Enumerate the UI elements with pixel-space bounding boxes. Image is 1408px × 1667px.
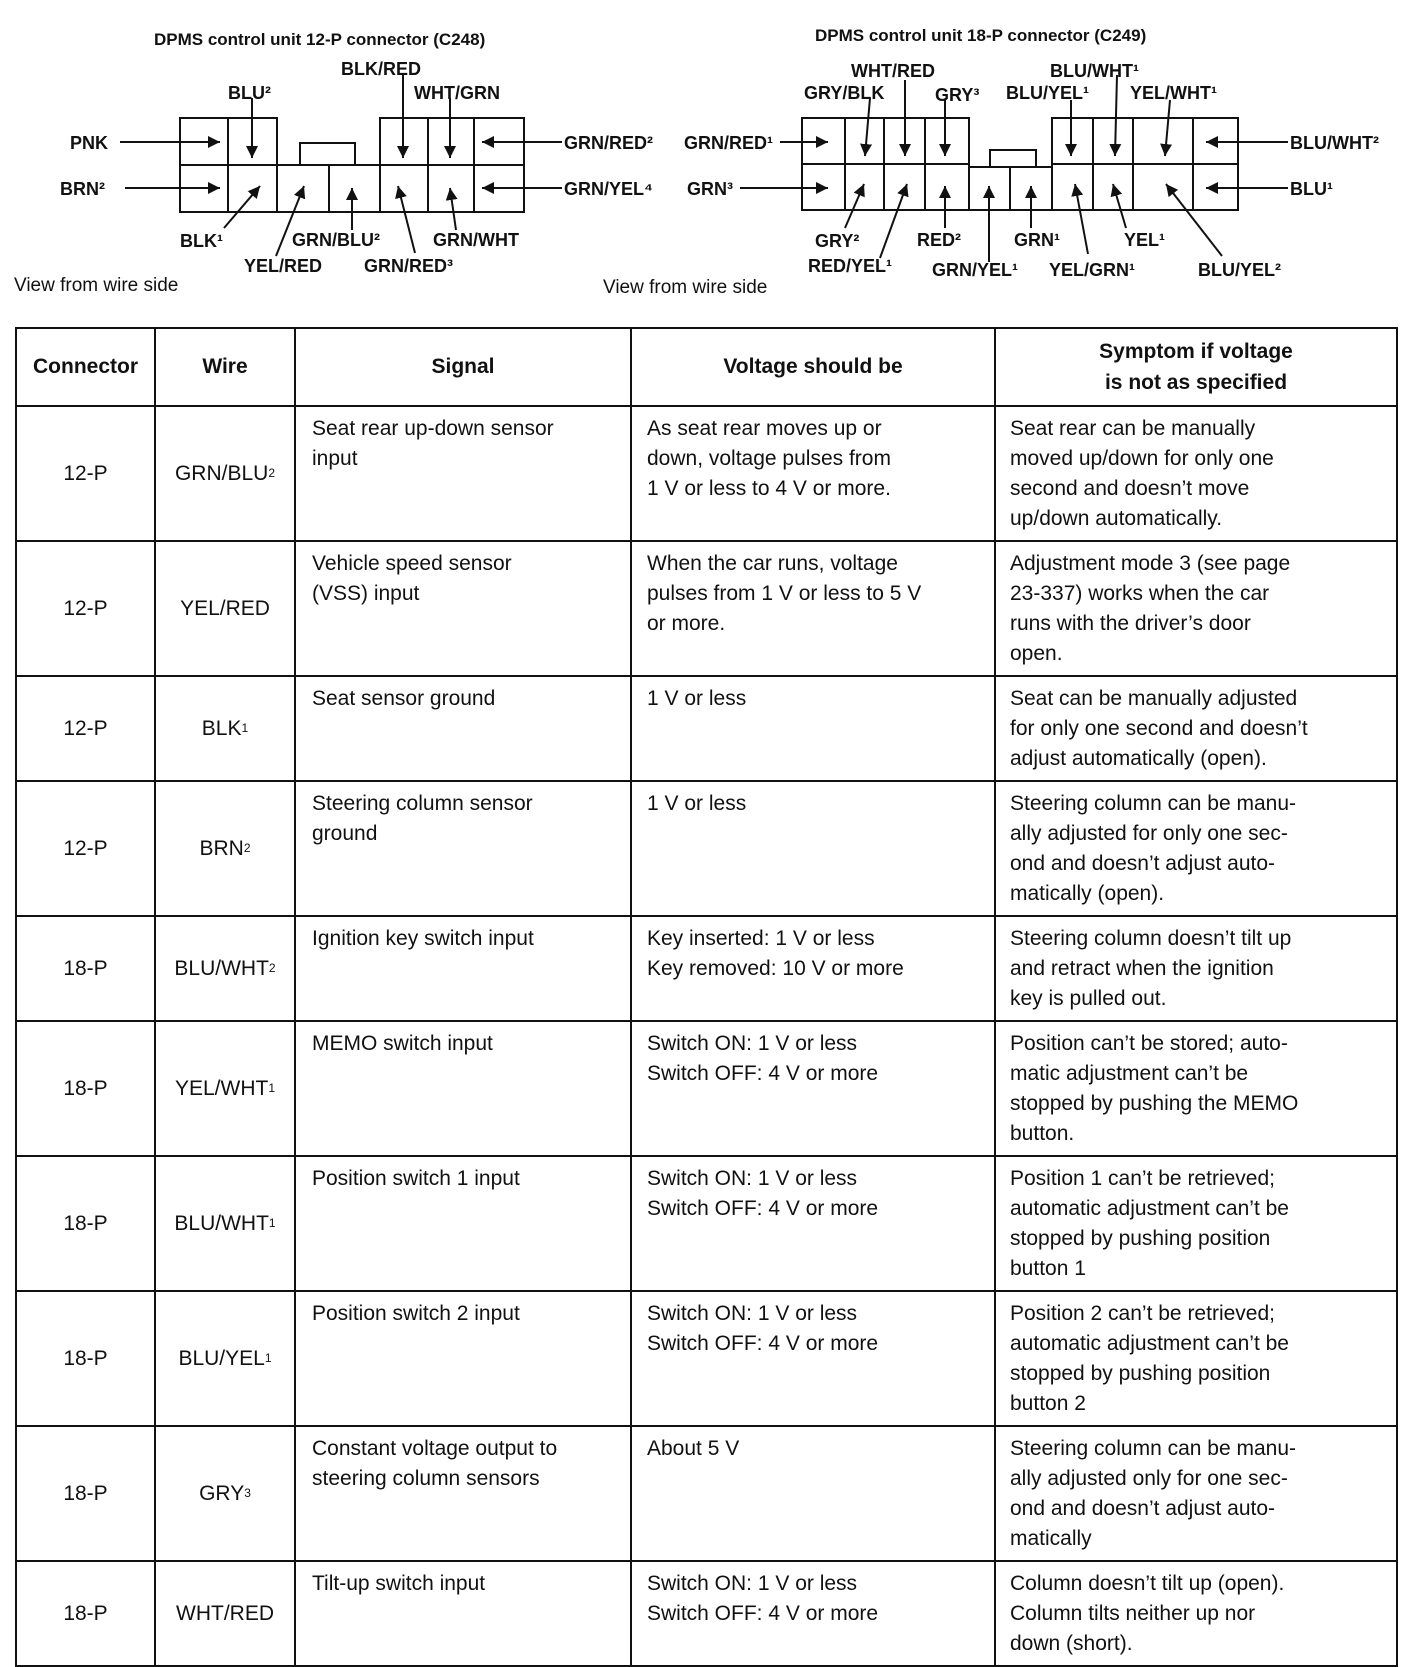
voltage-cell: Key inserted: 1 V or less Key removed: 10 V or more bbox=[631, 916, 995, 1021]
symptom-cell: Position 2 can’t be retrieved; automatic adjustment can’t be stopped by pushing position button 2 bbox=[995, 1291, 1397, 1426]
wire-label-brn2: BRN² bbox=[60, 179, 105, 199]
connector-cell: 12-P bbox=[16, 541, 155, 676]
table-row bbox=[16, 1156, 1397, 1291]
wire-cell bbox=[155, 1156, 295, 1291]
wire-label-red2: RED² bbox=[917, 230, 961, 250]
connector-cell: 18-P bbox=[16, 1021, 155, 1156]
wire-label-grn-yel1: GRN/YEL¹ bbox=[932, 260, 1019, 280]
wire-name: BLU/WHT bbox=[174, 1211, 269, 1235]
wire-name: BLU/YEL bbox=[178, 1346, 265, 1370]
wire-cell bbox=[155, 1021, 295, 1156]
symptom-cell: Adjustment mode 3 (see page 23-337) works when the car runs with the driver’s door open. bbox=[995, 541, 1397, 676]
c249-title: DPMS control unit 18-P connector (C249) bbox=[815, 26, 1147, 45]
table-header-row bbox=[16, 328, 1397, 406]
table-row bbox=[16, 781, 1397, 916]
wire-name: BRN bbox=[199, 836, 244, 860]
wire-label-gry3: GRY³ bbox=[935, 85, 980, 105]
wire-label-yel1: YEL¹ bbox=[1124, 230, 1166, 250]
voltage-cell: As seat rear moves up or down, voltage pulses from 1 V or less to 4 V or more. bbox=[631, 406, 995, 541]
wire-label-wht-red: WHT/RED bbox=[851, 61, 935, 81]
wire-cell bbox=[155, 781, 295, 916]
connector-cell: 12-P bbox=[16, 676, 155, 781]
wire-name: YEL/RED bbox=[180, 596, 270, 620]
connector-c248 bbox=[14, 30, 653, 296]
wire-label-blu2: BLU² bbox=[228, 83, 271, 103]
wire-label-grn3: GRN³ bbox=[687, 179, 733, 199]
wire-label-blu-yel2: BLU/YEL² bbox=[1198, 260, 1281, 280]
symptom-cell: Steering column can be manu- ally adjusted only for one sec- ond and doesn’t adjust auto- matically bbox=[995, 1426, 1397, 1561]
signal-cell: MEMO switch input bbox=[295, 1021, 631, 1156]
wire-cell bbox=[155, 1291, 295, 1426]
wire-cell bbox=[155, 406, 295, 541]
wire-label-blk-red: BLK/RED bbox=[341, 59, 421, 79]
signal-cell: Seat sensor ground bbox=[295, 676, 631, 781]
symptom-cell: Steering column can be manu- ally adjusted for only one sec- ond and doesn’t adjust auto- matically (open). bbox=[995, 781, 1397, 916]
wire-label-grn-red3: GRN/RED³ bbox=[364, 256, 453, 276]
wire-name: WHT/RED bbox=[176, 1601, 274, 1625]
wire-footnote: 1 bbox=[264, 1350, 272, 1365]
wire-footnote: 3 bbox=[244, 1485, 251, 1500]
signal-cell: Position switch 1 input bbox=[295, 1156, 631, 1291]
table-row bbox=[16, 916, 1397, 1021]
wire-cell bbox=[155, 676, 295, 781]
voltage-cell: Switch ON: 1 V or less Switch OFF: 4 V or more bbox=[631, 1021, 995, 1156]
wire-label-pnk: PNK bbox=[70, 133, 109, 153]
signal-cell: Constant voltage output to steering column sensors bbox=[295, 1426, 631, 1561]
wire-label-yel-wht1: YEL/WHT¹ bbox=[1130, 83, 1217, 103]
wire-cell bbox=[155, 1561, 295, 1666]
connector-cell: 18-P bbox=[16, 1156, 155, 1291]
wire-label-blu-yel1: BLU/YEL¹ bbox=[1006, 83, 1089, 103]
connector-cell: 18-P bbox=[16, 1291, 155, 1426]
signal-cell: Steering column sensor ground bbox=[295, 781, 631, 916]
voltage-spec-table bbox=[15, 327, 1398, 1667]
table-row bbox=[16, 1561, 1397, 1666]
wire-label-blu1: BLU¹ bbox=[1290, 179, 1333, 199]
symptom-cell: Steering column doesn’t tilt up and retract when the ignition key is pulled out. bbox=[995, 916, 1397, 1021]
signal-cell: Ignition key switch input bbox=[295, 916, 631, 1021]
voltage-cell: Switch ON: 1 V or less Switch OFF: 4 V or more bbox=[631, 1156, 995, 1291]
connector-diagram bbox=[0, 0, 1408, 320]
wire-name: BLU/WHT bbox=[174, 956, 269, 980]
wire-cell bbox=[155, 541, 295, 676]
wire-label-grn-red2: GRN/RED² bbox=[564, 133, 653, 153]
table-row bbox=[16, 1291, 1397, 1426]
wire-label-yel-grn1: YEL/GRN¹ bbox=[1049, 260, 1136, 280]
c249-view-note: View from wire side bbox=[603, 277, 768, 298]
wire-label-gry2: GRY² bbox=[815, 231, 860, 251]
table-row bbox=[16, 541, 1397, 676]
wire-label-blu-wht1: BLU/WHT¹ bbox=[1050, 61, 1139, 81]
signal-cell: Position switch 2 input bbox=[295, 1291, 631, 1426]
symptom-cell: Seat can be manually adjusted for only one second and doesn’t adjust automatically (open). bbox=[995, 676, 1397, 781]
signal-cell: Seat rear up-down sensor input bbox=[295, 406, 631, 541]
wire-footnote: 1 bbox=[268, 1215, 276, 1230]
wire-label-grn-yel4: GRN/YEL⁴ bbox=[564, 179, 653, 199]
wire-label-grn-blu2: GRN/BLU² bbox=[292, 230, 380, 250]
table-row bbox=[16, 676, 1397, 781]
wire-label-grn-red1: GRN/RED¹ bbox=[684, 133, 773, 153]
wire-footnote: 1 bbox=[268, 1080, 276, 1095]
wire-label-grn-wht: GRN/WHT bbox=[433, 230, 519, 250]
wire-name: GRY bbox=[199, 1481, 245, 1505]
header-connector: Connector bbox=[16, 328, 155, 406]
symptom-cell: Seat rear can be manually moved up/down for only one second and doesn’t move up/down automatically. bbox=[995, 406, 1397, 541]
connector-c249 bbox=[603, 26, 1379, 298]
voltage-cell: Switch ON: 1 V or less Switch OFF: 4 V or more bbox=[631, 1561, 995, 1666]
wire-label-red-yel1: RED/YEL¹ bbox=[808, 256, 893, 276]
header-signal: Signal bbox=[295, 328, 631, 406]
wire-footnote: 2 bbox=[243, 840, 251, 855]
wire-label-wht-grn: WHT/GRN bbox=[414, 83, 500, 103]
table-row bbox=[16, 1426, 1397, 1561]
wire-label-gry-blk: GRY/BLK bbox=[804, 83, 885, 103]
voltage-cell: When the car runs, voltage pulses from 1 V or less to 5 V or more. bbox=[631, 541, 995, 676]
c248-title: DPMS control unit 12-P connector (C248) bbox=[154, 30, 486, 49]
voltage-cell: Switch ON: 1 V or less Switch OFF: 4 V or more bbox=[631, 1291, 995, 1426]
wire-name: YEL/WHT bbox=[174, 1076, 269, 1100]
header-wire: Wire bbox=[155, 328, 295, 406]
wire-name: BLK bbox=[201, 716, 242, 740]
connector-cell: 12-P bbox=[16, 406, 155, 541]
voltage-cell: 1 V or less bbox=[631, 781, 995, 916]
connector-cell: 18-P bbox=[16, 1426, 155, 1561]
c248-view-note: View from wire side bbox=[14, 275, 179, 296]
wire-label-yel-red: YEL/RED bbox=[244, 256, 323, 276]
header-symptom: Symptom if voltage is not as specified bbox=[995, 328, 1397, 406]
signal-cell: Vehicle speed sensor (VSS) input bbox=[295, 541, 631, 676]
wire-footnote: 1 bbox=[241, 720, 249, 735]
table-row bbox=[16, 1021, 1397, 1156]
connector-cell: 12-P bbox=[16, 781, 155, 916]
signal-cell: Tilt-up switch input bbox=[295, 1561, 631, 1666]
table-body bbox=[16, 406, 1397, 1666]
wire-label-blu-wht2: BLU/WHT² bbox=[1290, 133, 1379, 153]
wire-label-grn1: GRN¹ bbox=[1014, 230, 1060, 250]
wire-cell bbox=[155, 916, 295, 1021]
voltage-cell: 1 V or less bbox=[631, 676, 995, 781]
symptom-cell: Position can’t be stored; auto- matic adjustment can’t be stopped by pushing the MEMO button. bbox=[995, 1021, 1397, 1156]
wire-footnote: 2 bbox=[268, 465, 276, 480]
symptom-cell: Position 1 can’t be retrieved; automatic adjustment can’t be stopped by pushing position button 1 bbox=[995, 1156, 1397, 1291]
wire-label-blk1: BLK¹ bbox=[180, 231, 223, 251]
wire-name: GRN/BLU bbox=[174, 461, 269, 485]
connector-cell: 18-P bbox=[16, 916, 155, 1021]
header-voltage: Voltage should be bbox=[631, 328, 995, 406]
wire-cell bbox=[155, 1426, 295, 1561]
table-row bbox=[16, 406, 1397, 541]
symptom-cell: Column doesn’t tilt up (open). Column tilts neither up nor down (short). bbox=[995, 1561, 1397, 1666]
connector-cell: 18-P bbox=[16, 1561, 155, 1666]
voltage-cell: About 5 V bbox=[631, 1426, 995, 1561]
wire-footnote: 2 bbox=[268, 960, 276, 975]
